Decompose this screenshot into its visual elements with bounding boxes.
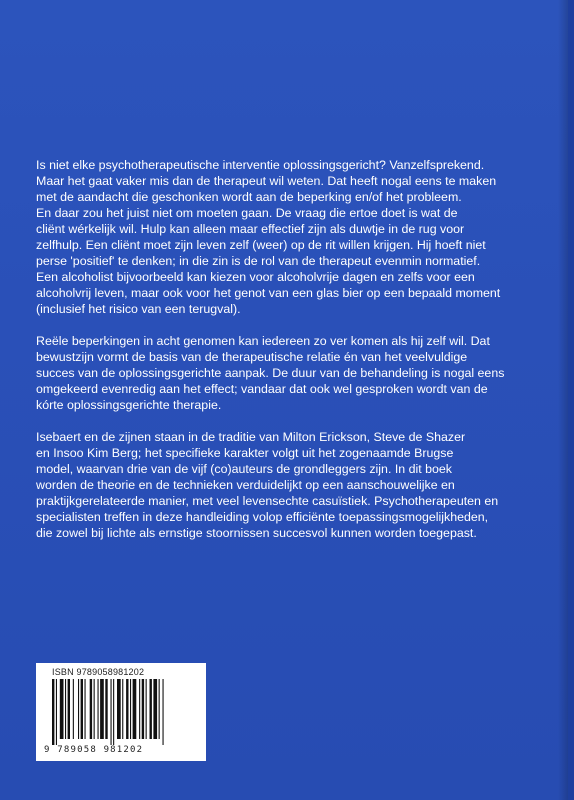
blurb-paragraph-3 bbox=[36, 429, 546, 541]
barcode-bar bbox=[126, 679, 128, 739]
blurb-line: Is niet elke psychotherapeutische interventie oplossingsgericht? Vanzelfsprekend. bbox=[36, 158, 485, 172]
blurb-line: En daar zou het juist niet om moeten gaan. De vraag die ertoe doet is wat de bbox=[36, 206, 458, 220]
barcode-bar bbox=[142, 679, 144, 739]
barcode-bar bbox=[94, 679, 95, 739]
blurb-line: omgekeerd evenredig aan het effect; vandaar dat ook wel gesproken wordt van de bbox=[36, 382, 488, 396]
barcode-bar bbox=[159, 679, 160, 739]
blurb-line: model, waarvan drie van de vijf (co)auteurs de grondleggers zijn. In dit boek bbox=[36, 462, 452, 476]
blurb-line: zelfhulp. Een cliënt moet zijn leven zelf (weer) op de rit willen krijgen. Hij hoeft niet bbox=[36, 238, 486, 252]
blurb-line: met de aandacht die geschonken wordt aan de beperking en/of het probleem. bbox=[36, 190, 462, 204]
barcode-bar bbox=[133, 679, 137, 739]
barcode-bars bbox=[52, 679, 198, 745]
barcode-bar bbox=[150, 679, 152, 739]
barcode-bar bbox=[117, 679, 121, 739]
blurb-line: (inclusief het risico van een terugval). bbox=[36, 302, 241, 316]
blurb-line: succes van de oplossingsgerichte aanpak. De duur van de behandeling is nogal eens bbox=[36, 366, 505, 380]
barcode-bar bbox=[68, 679, 70, 739]
barcode-bar bbox=[130, 679, 131, 739]
barcode-bar bbox=[100, 679, 104, 739]
barcode-bar bbox=[122, 679, 123, 739]
blurb-line: worden de theorie en de technieken verduidelijkt op een aanschouwelijke en bbox=[36, 478, 455, 492]
isbn-barcode bbox=[36, 663, 206, 761]
barcode-bar bbox=[105, 679, 107, 739]
barcode-bar bbox=[56, 679, 57, 745]
blurb-line: bewustzijn vormt de basis van de therapeutische relatie én van het veelvuldige bbox=[36, 350, 468, 364]
blurb-line: alcoholvrij leven, maar ook voor het genot van een glas bier op een bepaald moment bbox=[36, 286, 501, 300]
barcode-bar bbox=[85, 679, 86, 739]
blurb-line: kórte oplossingsgerichte therapie. bbox=[36, 398, 222, 412]
blurb-line: Maar het gaat vaker mis dan de therapeut wil weten. Dat heeft nogal eens te maken bbox=[36, 174, 497, 188]
blurb-line: Reële beperkingen in acht genomen kan iedereen zo ver komen als hij zelf wil. Dat bbox=[36, 334, 490, 348]
blurb-line: en Insoo Kim Berg; het specifieke karakter volgt uit het zogenaamde Brugse bbox=[36, 446, 454, 460]
barcode-bar bbox=[113, 679, 114, 745]
blurb-line: Isebaert en de zijnen staan in de traditie van Milton Erickson, Steve de Shazer bbox=[36, 430, 466, 444]
blurb-line: specialisten treffen in deze handleiding volop efficiënte toepassingsmogelijkheden, bbox=[36, 510, 489, 524]
barcode-bar bbox=[81, 679, 83, 739]
barcode-bar bbox=[73, 679, 74, 739]
barcode-bar bbox=[111, 679, 112, 745]
barcode-bar bbox=[90, 679, 92, 739]
blurb-line: perse 'positief' te denken; in die zin is de rol van de therapeut evenmin normatief. bbox=[36, 254, 481, 268]
blurb-paragraph-2 bbox=[36, 333, 546, 413]
barcode-bar bbox=[60, 679, 64, 739]
blurb-line: praktijkgerelateerde manier, met veel levensechte casuïstiek. Psychotherapeuten en bbox=[36, 494, 499, 508]
blurb-line: Een alcoholist bijvoorbeeld kan kiezen voor alcoholvrije dagen en zelfs voor een bbox=[36, 270, 475, 284]
barcode-bar bbox=[78, 679, 79, 739]
barcode-bar bbox=[98, 679, 99, 739]
spine-edge bbox=[558, 0, 568, 800]
blurb-line: cliënt wérkelijk wil. Hulp kan alleen maar effectief zijn als duwtje in de rug voor bbox=[36, 222, 465, 236]
barcode-bar bbox=[65, 679, 66, 739]
barcode-bar bbox=[153, 679, 157, 739]
barcode-bar bbox=[146, 679, 147, 739]
barcode-bar bbox=[163, 679, 164, 745]
ean-digits: 9 789058 981202 bbox=[44, 745, 144, 755]
barcode-bar bbox=[139, 679, 140, 739]
blurb-paragraph-1 bbox=[36, 157, 546, 317]
isbn-label: ISBN 9789058981202 bbox=[52, 667, 145, 677]
back-cover-blurb bbox=[36, 157, 546, 557]
blurb-line: die zowel bij lichte als ernstige stoornissen succesvol kunnen worden toegepast. bbox=[36, 526, 477, 540]
barcode-bar bbox=[52, 679, 54, 745]
